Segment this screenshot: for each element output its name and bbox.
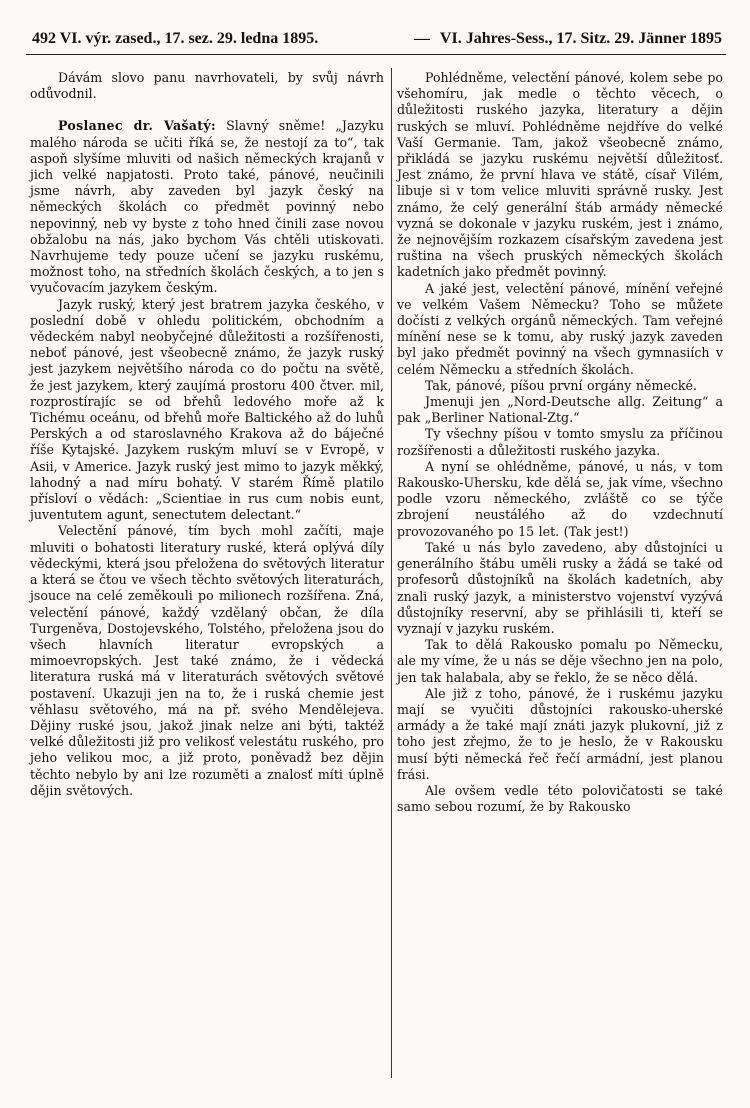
paragraph: Dávám slovo panu navrhovateli, by svůj návrh odůvodnil. [30,70,384,102]
paragraph: Jazyk ruský, který jest bratrem jazyka českého, v poslední době v ohledu politickém, obchodním a vědeckém nabyl neobyčejné důležitosti a rozšířenosti, neboť pánové, jest všeobecně známo, že jazyk ruský jest jazykem největšího národa co do počtu na světě, že jest jazykem, který zaujímá prostoru 400 čtver. mil, rozprostírajíc se od břehů ledového moře až k Tichému oceánu, od břehů moře Baltického až do luhů Perských a od staroslavného Krakova až do báječné říše Kytajské. Jazykem ruským mluví se v Evropě, v Asii, v Americe. Jazyk ruský jest mimo to jazyk měkký, lahodný a nad míru bohatý. V starém Římě platilo přísloví o vědách: „Scientiae in rus cum nobis eunt, juventutem agunt, senectutem delectant.“ [30,296,384,523]
paragraph: Pohlédněme, velectění pánové, kolem sebe po všehomíru, jak medle o těchto věcech, o důležitosti ruského jazyka, literatury a dějin ruských se mluví. Pohlédněme nejdříve do velké Vaší Germanie. Tam, jakož všeobecně známo, přikládá se jazyku ruskému největší důležitosť. Jest známo, že první hlava ve státě, císař Vilém, libuje si v tom velice mluviti správně rusky. Jest známo, že celý generální štáb armády německé vyzná se dokonale v jazyku ruském, jest i známo, že nejnovějším rozkazem císařským zavedena jest ruština na všech pruských německých školách kadetních jako předmět povinný. [397,70,723,280]
paragraph: Ty všechny píšou v tomto smyslu za příčinou rozšířenosti a důležitosti ruského jazyka. [397,426,723,458]
paragraph: Ale již z toho, pánové, že i ruskému jazyku mají se vyučiti důstojníci rakousko-uherské armády a že také mají znáti jazyk plukovní, již z toho jest zřejmo, že to je heslo, že v Rakousku musí býti německá řeč řečí armádní, jest planou frási. [397,685,723,782]
right-column [397,70,723,815]
paragraph: Tak, pánové, píšou první orgány německé. [425,377,697,393]
paragraph: Ale ovšem vedle této polovičatosti se také samo sebou rozumí, že by Rakousko [397,782,723,815]
header-german: VI. Jahres-Sess., 17. Sitz. 29. Jänner 1895 [439,30,722,47]
paragraph: Také u nás bylo zavedeno, aby důstojníci u generálního štábu uměli rusky a žádá se také od profesorů důstojníků na školách kadetních, aby znali ruský jazyk, a ministerstvo vojenství vyzývá důstojníky reservní, aby se přihlásili ti, kteří se vyznají v jazyku ruském. [397,539,723,636]
paragraph: A jaké jest, velectění pánové, mínění veřejné ve velkém Vašem Německu? Toho se můžete dočísti z velkých orgánů německých. Tam veřejné mínění nese se k tomu, aby ruský jazyk zaveden byl jako předmět povinný na všech gymnasiích v celém Německu a středních školách. [397,280,723,377]
paragraph: Velectění pánové, tím bych mohl začíti, maje mluviti o bohatosti literatury ruské, která oplývá díly vědeckými, která jsou přeložena do světových literatur a která se čtou ve všech těchto světových literaturách, jsouce na celé zeměkouli po milionech rozšířena. Zná, velectění pánové, každý vzdělaný občan, že díla Turgeněva, Dostojevského, Tolstého, přeložena jsou do všech hlavních literatur evropských a mimoevropských. Jest také známo, že i vědecká literatura ruská má v literaturách světových světové postavení. Ukazuji jen na to, že i ruská chemie jest věhlasu světového, má na př. svého Mendělejeva. Dějiny ruské jsou, jakož jinak nelze ani býti, taktéž velké důležitosti již pro velikosť velestátu ruského, pro jeho velikou moc, a již proto, poněvadž bez dějin těchto nebylo by ani lze rozuměti a znalosť míti úplně dějin světových. [30,523,384,798]
header-rule [26,54,726,55]
speech-text: Slavný sněme! „Jazyku malého národa se učiti říká se, že nestojí za to“, tak aspoň slyšíme mluviti od našich německých krajanů v jich velké napjatosti. Proto také, pánové, neučinili jsme návrh, aby zaveden byl jazyk český na německých školách co předmět povinný nebo nepovinný, neb vy byste z toho hned činili zase novou obžalobu na nás, jako bychom Vás chtěli utiskovati. Navrhujeme tedy pouze učení se jazyku ruskému, možnost toho, na středních školách českých, a to jen s vyučovacím jazykem českým. [30,118,384,296]
header-separator: — [414,30,430,47]
header-czech: 492 VI. výr. zased., 17. sez. 29. ledna 1895. [32,30,319,47]
paragraph: Jmenuji jen „Nord-Deutsche allg. Zeitung“ a pak „Berliner National-Ztg.“ [397,394,723,426]
column-divider [391,68,392,1078]
left-column [30,70,384,799]
speech-paragraph [30,118,384,296]
paragraph: A nyní se ohlédněme, pánové, u nás, v tom Rakousko-Uhersku, kde dělá se, jak víme, všechno podle vzoru německého, zvláště co se týče zbrojení neustálého až do vzdechnutí provozovaného po 15 let. (Tak jest!) [397,458,723,539]
speaker-name: Poslanec dr. Vašatý: [58,118,216,134]
page-header [32,30,722,54]
paragraph: Tak to dělá Rakousko pomalu po Německu, ale my víme, že u nás se děje všechno jen na polo, jen tak halabala, aby se řeklo, že se něco dělá. [397,637,723,685]
